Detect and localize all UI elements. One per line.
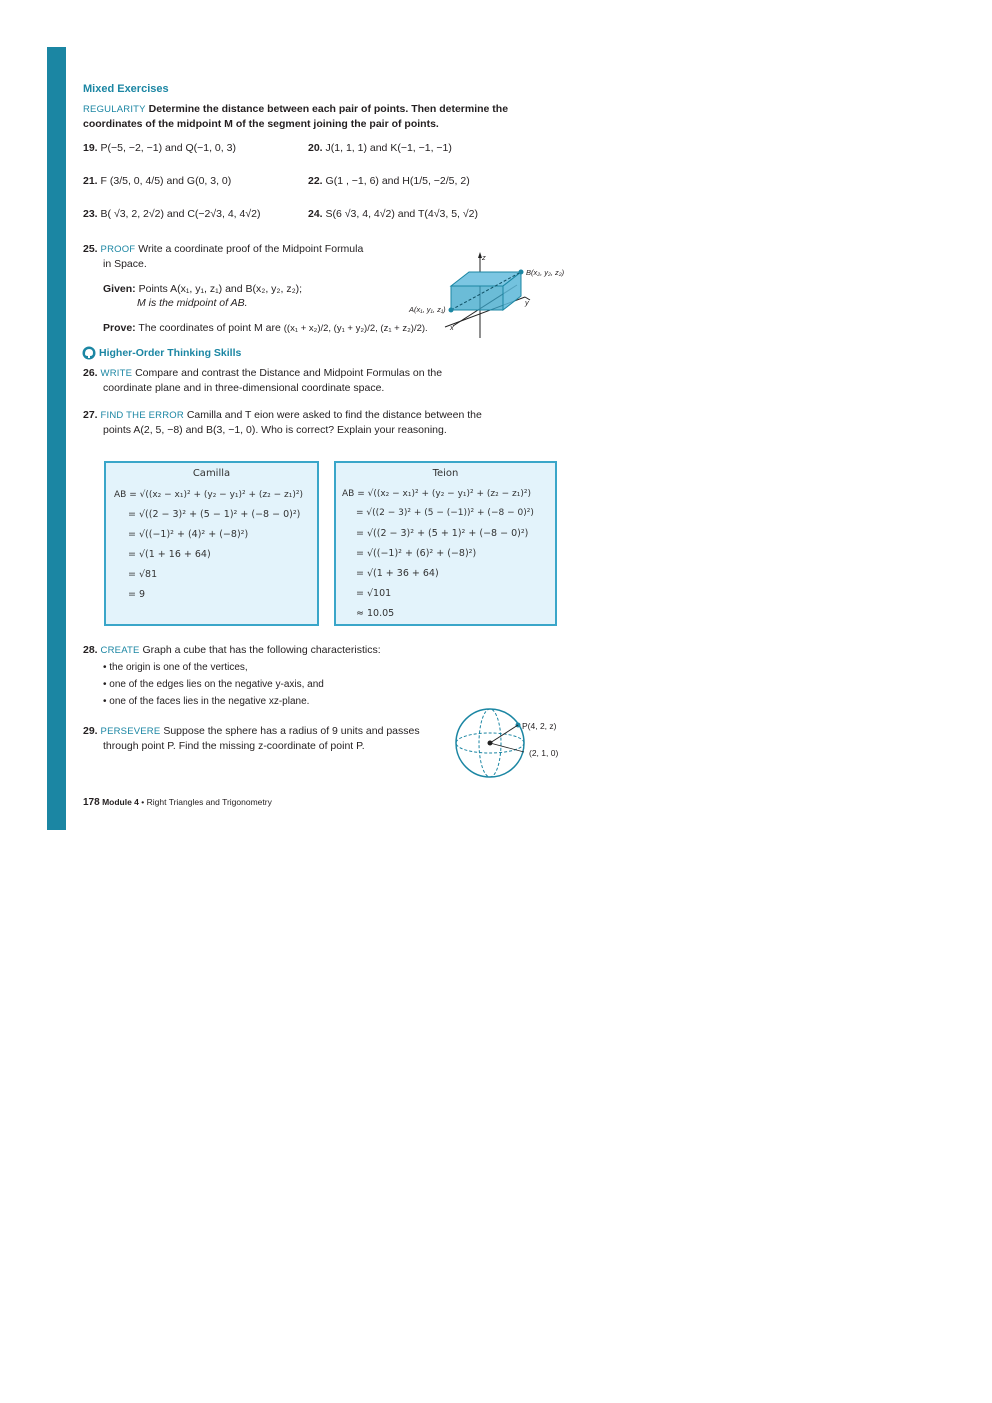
module-title: Right Triangles and Trigonometry [146,797,272,807]
teion-line-7: ≈ 10.05 [356,608,395,619]
camilla-line-6: = 9 [128,589,146,600]
camilla-line-2: = √((2 − 3)² + (5 − 1)² + (−8 − 0)²) [128,509,301,520]
e28-bullet-2: • one of the edges lies on the negative y-axis, and [103,679,324,690]
exercise-29: 29. PERSEVERE Suppose the sphere has a radius of 9 units and passes through point P. Find the missing z-coordinate of point P. [83,725,420,752]
page-number: 178 [83,797,100,808]
label-axis-x: x [450,323,454,332]
exercise-28: 28. CREATE Graph a cube that has the following characteristics: [83,644,381,656]
teion-line-2: = √((2 − 3)² + (5 − (−1))² + (−8 − 0)²) [356,508,534,518]
section-title: Mixed Exercises [83,83,169,95]
camilla-line-1: AB = √((x₂ − x₁)² + (y₂ − y₁)² + (z₂ − z₁)²) [114,490,303,500]
coordinate-box-diagram [405,250,575,342]
instructions [83,102,523,131]
exercise-19: 19. P(−5, −2, −1) and Q(−1, 0, 3) [83,142,236,154]
exercise-21: 21. F (3/5, 0, 4/5) and G(0, 3, 0) [83,175,232,187]
e25-given: Given: Points A(x₁, y₁, z₁) and B(x₂, y₂, z₂); M is the midpoint of AB. [103,283,303,309]
page-footer: 178 Module 4 • Right Triangles and Trigonometry [83,797,272,808]
e28-bullet-1: • the origin is one of the vertices, [103,662,248,673]
module-label: Module 4 [102,797,139,807]
exercise-26: 26. WRITE Compare and contrast the Distance and Midpoint Formulas on the coordinate plane and in three-dimensional coordinate space. [83,367,443,394]
label-point-a: A(x₁, y₁, z₁) [409,305,446,314]
label-axis-z: z [482,253,486,262]
camilla-title: Camilla [192,468,231,479]
camilla-line-5: = √81 [128,569,158,580]
label-axis-y: y [525,298,529,307]
teion-work-box [334,461,557,626]
sphere-diagram [452,706,532,780]
camilla-line-4: = √(1 + 16 + 64) [128,549,211,560]
exercise-24: 24. S(6 √3, 4, 4√2) and T(4√3, 5, √2) [308,208,478,220]
instruction-line1: Determine the distance between each pair of points. Then determine the [148,103,509,115]
camilla-work-box [104,461,319,626]
exercise-27: 27. FIND THE ERROR Camilla and T eion were asked to find the distance between the points A(2, 5, −8) and B(3, −1, 0). Who is correct? Explain your reasoning. [83,409,482,436]
instruction-line2: coordinates of the midpoint M of the segment joining the pair of points. [83,118,439,130]
exercise-25: 25. PROOF Write a coordinate proof of the Midpoint Formula in Space. [83,243,364,270]
camilla-line-3: = √((−1)² + (4)² + (−8)²) [128,529,249,540]
teion-line-1: AB = √((x₂ − x₁)² + (y₂ − y₁)² + (z₂ − z₁)²) [342,489,531,499]
brain-icon [82,346,96,360]
e28-bullet-3: • one of the faces lies in the negative xz-plane. [103,696,310,707]
e25-prove: Prove: The coordinates of point M are ((x₁ + x₂)/2, (y₁ + y₂)/2, (z₁ + z₂)/2). [103,322,428,334]
exercise-22: 22. G(1 , −1, 6) and H(1/5, −2/5, 2) [308,175,470,187]
teion-line-4: = √((−1)² + (6)² + (−8)²) [356,548,477,559]
teion-line-6: = √101 [356,588,392,599]
label-point-b: B(x₂, y₂, z₂) [526,268,565,277]
hots-heading: Higher-Order Thinking Skills [82,346,241,360]
page-side-bar [47,47,66,830]
exercise-23: 23. B( √3, 2, 2√2) and C(−2√3, 4, 4√2) [83,208,261,220]
teion-line-5: = √(1 + 36 + 64) [356,568,439,579]
teion-line-3: = √((2 − 3)² + (5 + 1)² + (−8 − 0)²) [356,528,529,539]
instruction-keyword: REGULARITY [83,104,146,115]
teion-title: Teion [432,468,459,479]
exercise-20: 20. J(1, 1, 1) and K(−1, −1, −1) [308,142,452,154]
label-point-p: P(4, 2, z) [522,721,557,731]
label-center: (2, 1, 0) [529,748,559,758]
